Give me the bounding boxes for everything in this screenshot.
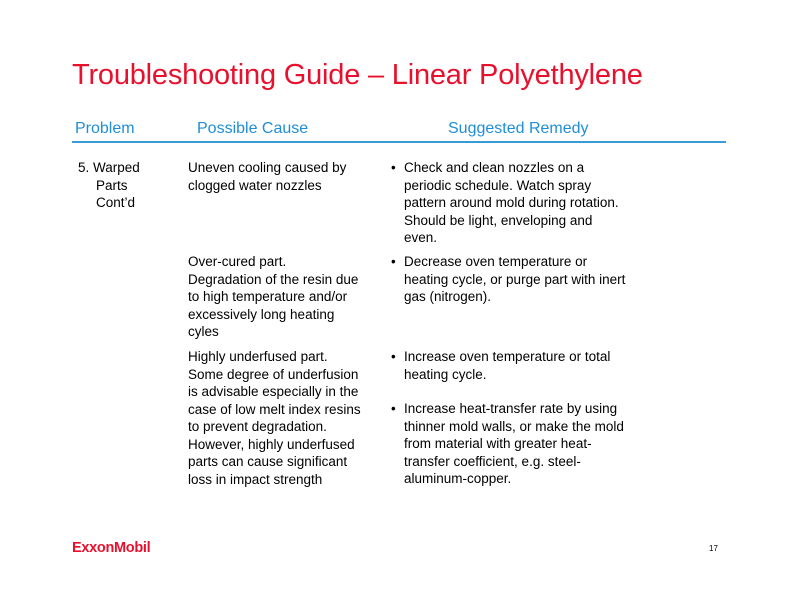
remedy-line: heating cycle. bbox=[404, 366, 487, 382]
remedy-line: Decrease oven temperature or bbox=[404, 254, 588, 269]
remedy-line: Increase oven temperature or total bbox=[404, 349, 611, 364]
cause-line: parts can cause significant bbox=[188, 454, 348, 469]
problem-line: 5. Warped bbox=[78, 160, 140, 175]
cause-line: is advisable especially in the bbox=[188, 384, 359, 399]
page-title: Troubleshooting Guide – Linear Polyethylene bbox=[72, 59, 643, 91]
cause-line: Degradation of the resin due bbox=[188, 271, 359, 287]
remedy-line: even. bbox=[404, 230, 438, 245]
remedy-item bbox=[391, 159, 661, 247]
bullet-icon: • bbox=[391, 160, 396, 175]
cause-line: loss in impact strength bbox=[188, 471, 323, 487]
remedy-item bbox=[391, 253, 661, 306]
remedy-line: thinner mold walls, or make the mold bbox=[404, 418, 624, 434]
cause-line: to prevent degradation. bbox=[188, 419, 327, 434]
remedy-line: Increase heat-transfer rate by using bbox=[404, 401, 618, 416]
remedy-line: heating cycle, or purge part with inert bbox=[404, 271, 626, 287]
cause-line: Some degree of underfusion bbox=[188, 366, 359, 382]
cause-line: excessively long heating bbox=[188, 306, 335, 322]
problem-line: Cont’d bbox=[96, 195, 136, 210]
cause-line: case of low melt index resins bbox=[188, 401, 361, 417]
remedy-line: periodic schedule. Watch spray bbox=[404, 177, 592, 193]
remedy-line: Should be light, enveloping and bbox=[404, 212, 593, 228]
header-suggested-remedy: Suggested Remedy bbox=[448, 120, 589, 137]
cause-line: cyles bbox=[188, 324, 219, 339]
header-problem: Problem bbox=[75, 120, 135, 137]
problem-cell bbox=[78, 159, 178, 212]
exxonmobil-logo: ExxonMobil bbox=[72, 540, 151, 556]
problem-line: Parts bbox=[96, 177, 128, 193]
cause-cell-1 bbox=[188, 159, 388, 194]
remedy-line: transfer coefficient, e.g. steel- bbox=[404, 453, 581, 469]
bullet-icon: • bbox=[391, 349, 396, 364]
remedy-line: pattern around mold during rotation. bbox=[404, 195, 619, 210]
cause-cell-2 bbox=[188, 253, 388, 341]
cause-line: clogged water nozzles bbox=[188, 177, 322, 193]
remedy-line: from material with greater heat- bbox=[404, 436, 592, 451]
remedy-line: aluminum-copper. bbox=[404, 471, 512, 486]
cause-line: to high temperature and/or bbox=[188, 289, 348, 304]
page-number: 17 bbox=[709, 544, 718, 553]
bullet-icon: • bbox=[391, 401, 396, 416]
cause-line: However, highly underfused bbox=[188, 436, 355, 452]
remedy-item bbox=[391, 400, 661, 488]
remedy-item bbox=[391, 348, 661, 383]
cause-line: Highly underfused part. bbox=[188, 349, 328, 364]
header-divider bbox=[72, 141, 726, 143]
bullet-icon: • bbox=[391, 254, 396, 269]
cause-line: Uneven cooling caused by bbox=[188, 160, 347, 175]
cause-cell-3 bbox=[188, 348, 388, 488]
remedy-line: gas (nitrogen). bbox=[404, 289, 492, 304]
remedy-line: Check and clean nozzles on a bbox=[404, 160, 585, 175]
cause-line: Over-cured part. bbox=[188, 254, 287, 269]
header-possible-cause: Possible Cause bbox=[197, 120, 309, 137]
